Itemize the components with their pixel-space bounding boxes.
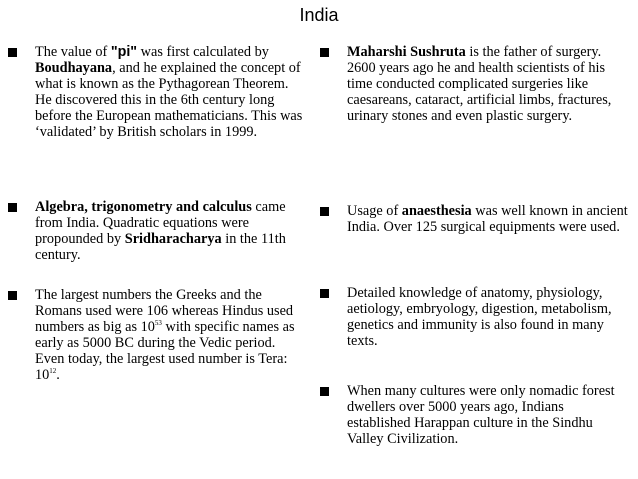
text-run: is the father of surgery. 2600 years ago he and health scientists of his time conducted complicated surgeries like caesareans, cataract, artificial limbs, fractures, urinary stones and even plastic surgery. (347, 44, 612, 124)
text-run: Usage of (347, 203, 402, 219)
text-run: came from India. Quadratic equations were propounded by (35, 199, 286, 247)
text-run: was first calculated by (137, 44, 269, 60)
bold-text: Sridharacharya (124, 231, 222, 247)
text-run: Detailed knowledge of anatomy, physiology, aetiology, embryology, digestion, metabolism, genetics and immunity is also found in many texts. (347, 285, 612, 349)
square-bullet-icon (320, 48, 329, 57)
bold-text: Algebra, trigonometry and calculus (35, 199, 252, 215)
text-run: with specific names as early as 5000 BC during the Vedic period. Even today, the largest used number is Tera: 10 (35, 319, 295, 383)
text-run: in the 11th century. (35, 231, 286, 263)
bullet-text (347, 285, 629, 349)
square-bullet-icon (320, 387, 329, 396)
text-run: When many cultures were only nomadic forest dwellers over 5000 years ago, Indians established Harappan culture in the Sindhu Valley Civilization. (347, 383, 615, 447)
bold-text: "pi" (110, 44, 138, 60)
bullet-text (35, 199, 305, 263)
text-run: The value of (35, 44, 111, 60)
bullet-text (35, 44, 305, 140)
square-bullet-icon (320, 289, 329, 298)
slide-title: India (299, 5, 339, 25)
bullet-text (35, 287, 305, 383)
text-run: was well known in ancient India. Over 125 surgical equipments were used. (347, 203, 628, 235)
text-run: , and he explained the concept of what is known as the Pythagorean Theorem. He discovered this in the 6th century long before the European mathematicians. This was ‘validated’ by British scholars in 1999. (35, 60, 303, 140)
square-bullet-icon (8, 203, 17, 212)
bold-text: Maharshi Sushruta (347, 44, 466, 60)
bold-text: Boudhayana (35, 60, 113, 76)
bullet-text (347, 383, 629, 447)
superscript: 12 (49, 367, 57, 376)
bullet-text (347, 44, 629, 124)
text-run: . (56, 367, 60, 383)
bullet-text (347, 203, 629, 235)
text-run: The largest numbers the Greeks and the Romans used were 106 whereas Hindus used numbers as big as 10 (35, 287, 294, 335)
superscript: 53 (154, 319, 162, 328)
square-bullet-icon (8, 48, 17, 57)
square-bullet-icon (320, 207, 329, 216)
bold-text: anaesthesia (401, 203, 472, 219)
square-bullet-icon (8, 291, 17, 300)
